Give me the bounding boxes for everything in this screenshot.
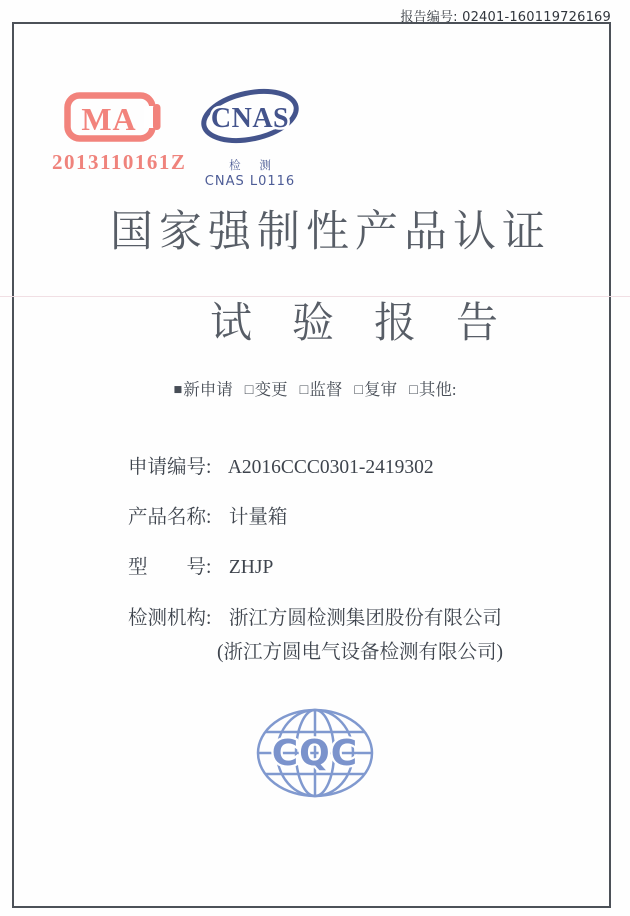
cqc-letters-text: CQC <box>271 733 359 774</box>
field-model <box>128 557 273 579</box>
cnas-logo-icon <box>198 86 302 150</box>
field-application-number <box>128 457 434 479</box>
checkbox-label: 监督 <box>309 380 343 399</box>
cma-cert-number: 2013110161Z <box>52 150 187 174</box>
cnas-letters-text: CNAS <box>210 103 290 134</box>
document-title-line1: 国家强制性产品认证 <box>110 209 551 256</box>
cnas-accreditation-number: CNAS L0116 <box>204 174 296 189</box>
report-number-value: 02401-160119726169 <box>462 10 611 25</box>
checkbox-unchecked-icon: □ <box>244 382 254 398</box>
field-value: 计量箱 <box>228 507 288 528</box>
cma-logo-icon <box>64 92 164 142</box>
field-label: 检测机构: <box>128 608 212 629</box>
checkbox-label: 变更 <box>254 380 288 399</box>
application-type-checkbox-row <box>0 380 630 400</box>
checkbox-unchecked-icon: □ <box>409 382 418 398</box>
checkbox-checked-icon: ■ <box>173 382 183 398</box>
field-label: 型 号: <box>128 557 212 578</box>
field-label: 申请编号: <box>128 457 212 478</box>
checkbox-item-change <box>245 380 288 400</box>
field-value: 浙江方圆检测集团股份有限公司 <box>228 608 502 629</box>
checkbox-item-other <box>409 380 456 400</box>
report-number-label: 报告编号: <box>400 10 458 25</box>
checkbox-unchecked-icon: □ <box>354 382 364 398</box>
cma-accreditation-block <box>52 92 187 175</box>
field-test-organization-line2: (浙江方圆电气设备检测有限公司) <box>217 642 503 663</box>
field-product-name <box>128 507 287 529</box>
field-value: ZHJP <box>228 557 274 578</box>
checkbox-label: 其他: <box>418 380 457 399</box>
scan-artifact-line <box>0 296 630 297</box>
document-title-line2: 试验报告 <box>210 301 539 347</box>
cnas-category-label: 检 测 <box>229 160 279 172</box>
checkbox-unchecked-icon: □ <box>299 382 309 398</box>
cma-letters-text: MA <box>81 101 137 137</box>
checkbox-item-review <box>354 380 397 400</box>
cqc-logo-block <box>255 707 375 804</box>
checkbox-label: 新申请 <box>183 380 233 399</box>
checkbox-label: 复审 <box>364 380 398 399</box>
cqc-globe-icon <box>255 707 375 799</box>
checkbox-item-supervision <box>300 380 343 400</box>
field-label: 产品名称: <box>128 507 212 528</box>
field-test-organization <box>128 608 502 630</box>
field-value: A2016CCC0301-2419302 <box>227 457 434 478</box>
cnas-accreditation-block <box>192 86 308 189</box>
checkbox-item-new-application <box>174 380 233 400</box>
